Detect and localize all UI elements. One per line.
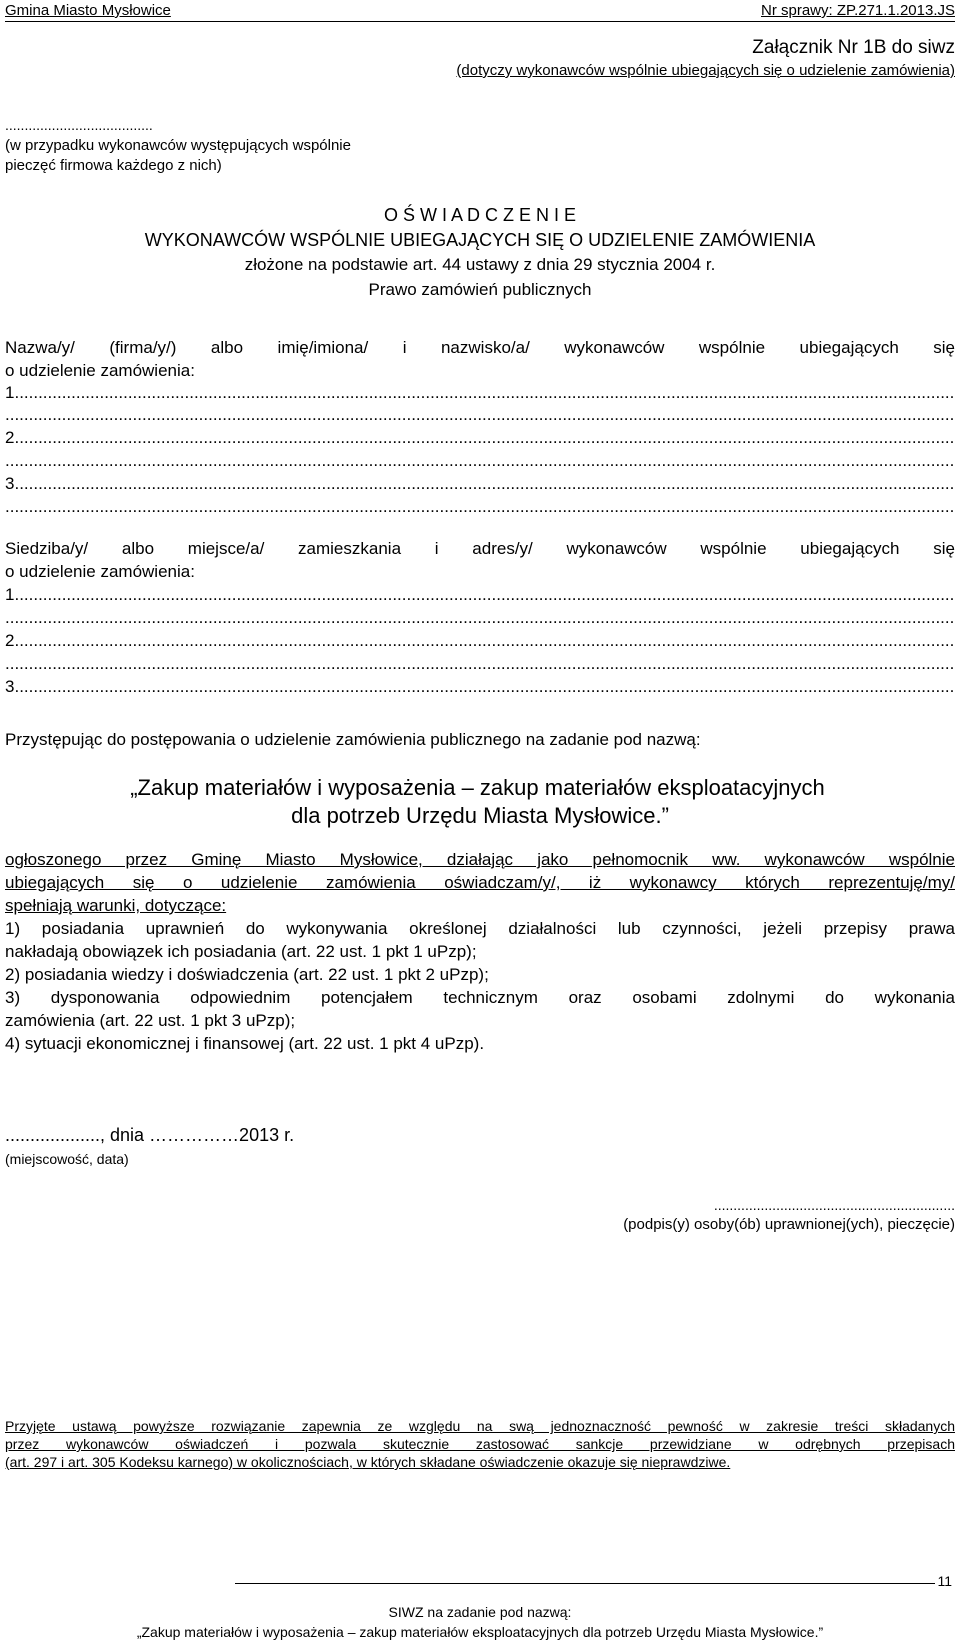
footnote-line3: (art. 297 i art. 305 Kodeksu karnego) w okolicznościach, w których składane oświadczenie okazuje się nieprawdziwe. [5,1454,731,1470]
legal-act-name: Prawo zamówień publicznych [368,280,592,299]
place-date-field[interactable]: ..................., dnia ……………2013 r. [5,1125,295,1145]
condition-3-line1: 3) dysponowania odpowiednim potencjałem technicznym oraz osobami zdolnymi do wykonania [5,988,955,1007]
declaration-subheading: WYKONAWCÓW WSPÓLNIE UBIEGAJĄCYCH SIĘ O UDZIELENIE ZAMÓWIENIA [144,230,816,250]
seat-prompt-line1: Siedziba/y/ albo miejsce/a/ zamieszkania i adres/y/ wykonawców wspólnie ubiegających się [5,539,955,558]
names-entry-1[interactable] [5,383,955,403]
condition-3-line2: zamówienia (art. 22 ust. 1 pkt 3 uPzp); [5,1011,296,1030]
condition-2: 2) posiadania wiedzy i doświadczenia (art. 22 ust. 1 pkt 2 uPzp); [5,965,489,984]
entry-number: 2. [5,631,20,650]
header-case-number: Nr sprawy: ZP.271.1.2013.JS [761,2,955,19]
names-entry-2-continuation[interactable] [5,451,955,471]
stamp-dots: ...................................... [5,117,153,133]
seat-entry-1[interactable] [5,585,955,605]
footer-line1: SIWZ na zadanie pod nazwą: [388,1604,572,1620]
declaration-line2: ubiegających się o udzielenie zamówienia oświadczam/y/, iż wykonawcy których reprezentuję/my/ [5,873,955,892]
task-title-line1: „Zakup materiałów i wyposażenia – zakup materiałów eksploatacyjnych [130,775,825,800]
names-entry-3-continuation[interactable] [5,497,955,517]
names-prompt-line1: Nazwa/y/ (firma/y/) albo imię/imiona/ i nazwisko/a/ wykonawców wspólnie ubiegających się [5,338,955,357]
footnote-line1: Przyjęte ustawą powyższe rozwiązanie zapewnia ze względu na swą jednoznaczność pewność w zakresie treści składanych [5,1418,955,1434]
names-entry-3[interactable] [5,474,955,494]
attachment-title: Załącznik Nr 1B do siwz [752,37,955,58]
entry-number: 2. [5,428,20,447]
legal-basis: złożone na podstawie art. 44 ustawy z dnia 29 stycznia 2004 r. [244,255,716,274]
stamp-note-line1: (w przypadku wykonawców występujących wspólnie [5,137,351,154]
condition-4: 4) sytuacji ekonomicznej i finansowej (art. 22 ust. 1 pkt 4 uPzp). [5,1034,485,1053]
page-number: 11 [937,1573,952,1589]
footnote-line2: przez wykonawców oświadczeń i pozwala skutecznie zastosować sankcje przewidziane w odrębnych przepisach [5,1436,955,1452]
names-entry-1-continuation[interactable] [5,405,955,425]
attachment-subtitle: (dotyczy wykonawców wspólnie ubiegających się o udzielenie zamówienia) [456,62,955,79]
signature-label: (podpis(y) osoby(ób) uprawnionej(ych), pieczęcie) [623,1216,955,1233]
task-title-line2: dla potrzeb Urzędu Miasta Mysłowice.” [291,803,669,828]
condition-1-line1: 1) posiadania uprawnień do wykonywania określonej działalności lub czynności, jeżeli przepisy prawa [5,919,955,938]
seat-entry-3[interactable] [5,677,955,697]
signature-field[interactable]: .............................................................. [713,1197,955,1213]
place-date-label: (miejscowość, data) [5,1151,129,1167]
procurement-intro: Przystępując do postępowania o udzielenie zamówienia publicznego na zadanie pod nazwą: [5,730,701,749]
entry-number: 3. [5,677,20,696]
declaration-line3: spełniają warunki, dotyczące: [5,896,227,915]
footer-rule [235,1583,935,1584]
seat-entry-2[interactable] [5,631,955,651]
stamp-note-line2: pieczęć firmowa każdego z nich) [5,157,222,174]
declaration-heading: O Ś W I A D C Z E N I E [383,205,577,225]
seat-prompt-line2: o udzielenie zamówienia: [5,562,195,581]
condition-1-line2: nakładają obowiązek ich posiadania (art. 22 ust. 1 pkt 1 uPzp); [5,942,477,961]
entry-number: 3. [5,474,20,493]
seat-entry-1-continuation[interactable] [5,608,955,628]
seat-entry-2-continuation[interactable] [5,654,955,674]
names-entry-2[interactable] [5,428,955,448]
declaration-line1: ogłoszonego przez Gminę Miasto Mysłowice, działając jako pełnomocnik ww. wykonawców wspólnie [5,850,955,869]
names-prompt-line2: o udzielenie zamówienia: [5,361,195,380]
entry-number: 1. [5,585,20,604]
header-rule [5,21,955,22]
header-municipality: Gmina Miasto Mysłowice [5,2,171,19]
entry-number: 1. [5,383,20,402]
footer-line2: „Zakup materiałów i wyposażenia – zakup materiałów eksploatacyjnych dla potrzeb Urzędu Miasta Mysłowice.” [136,1624,824,1640]
